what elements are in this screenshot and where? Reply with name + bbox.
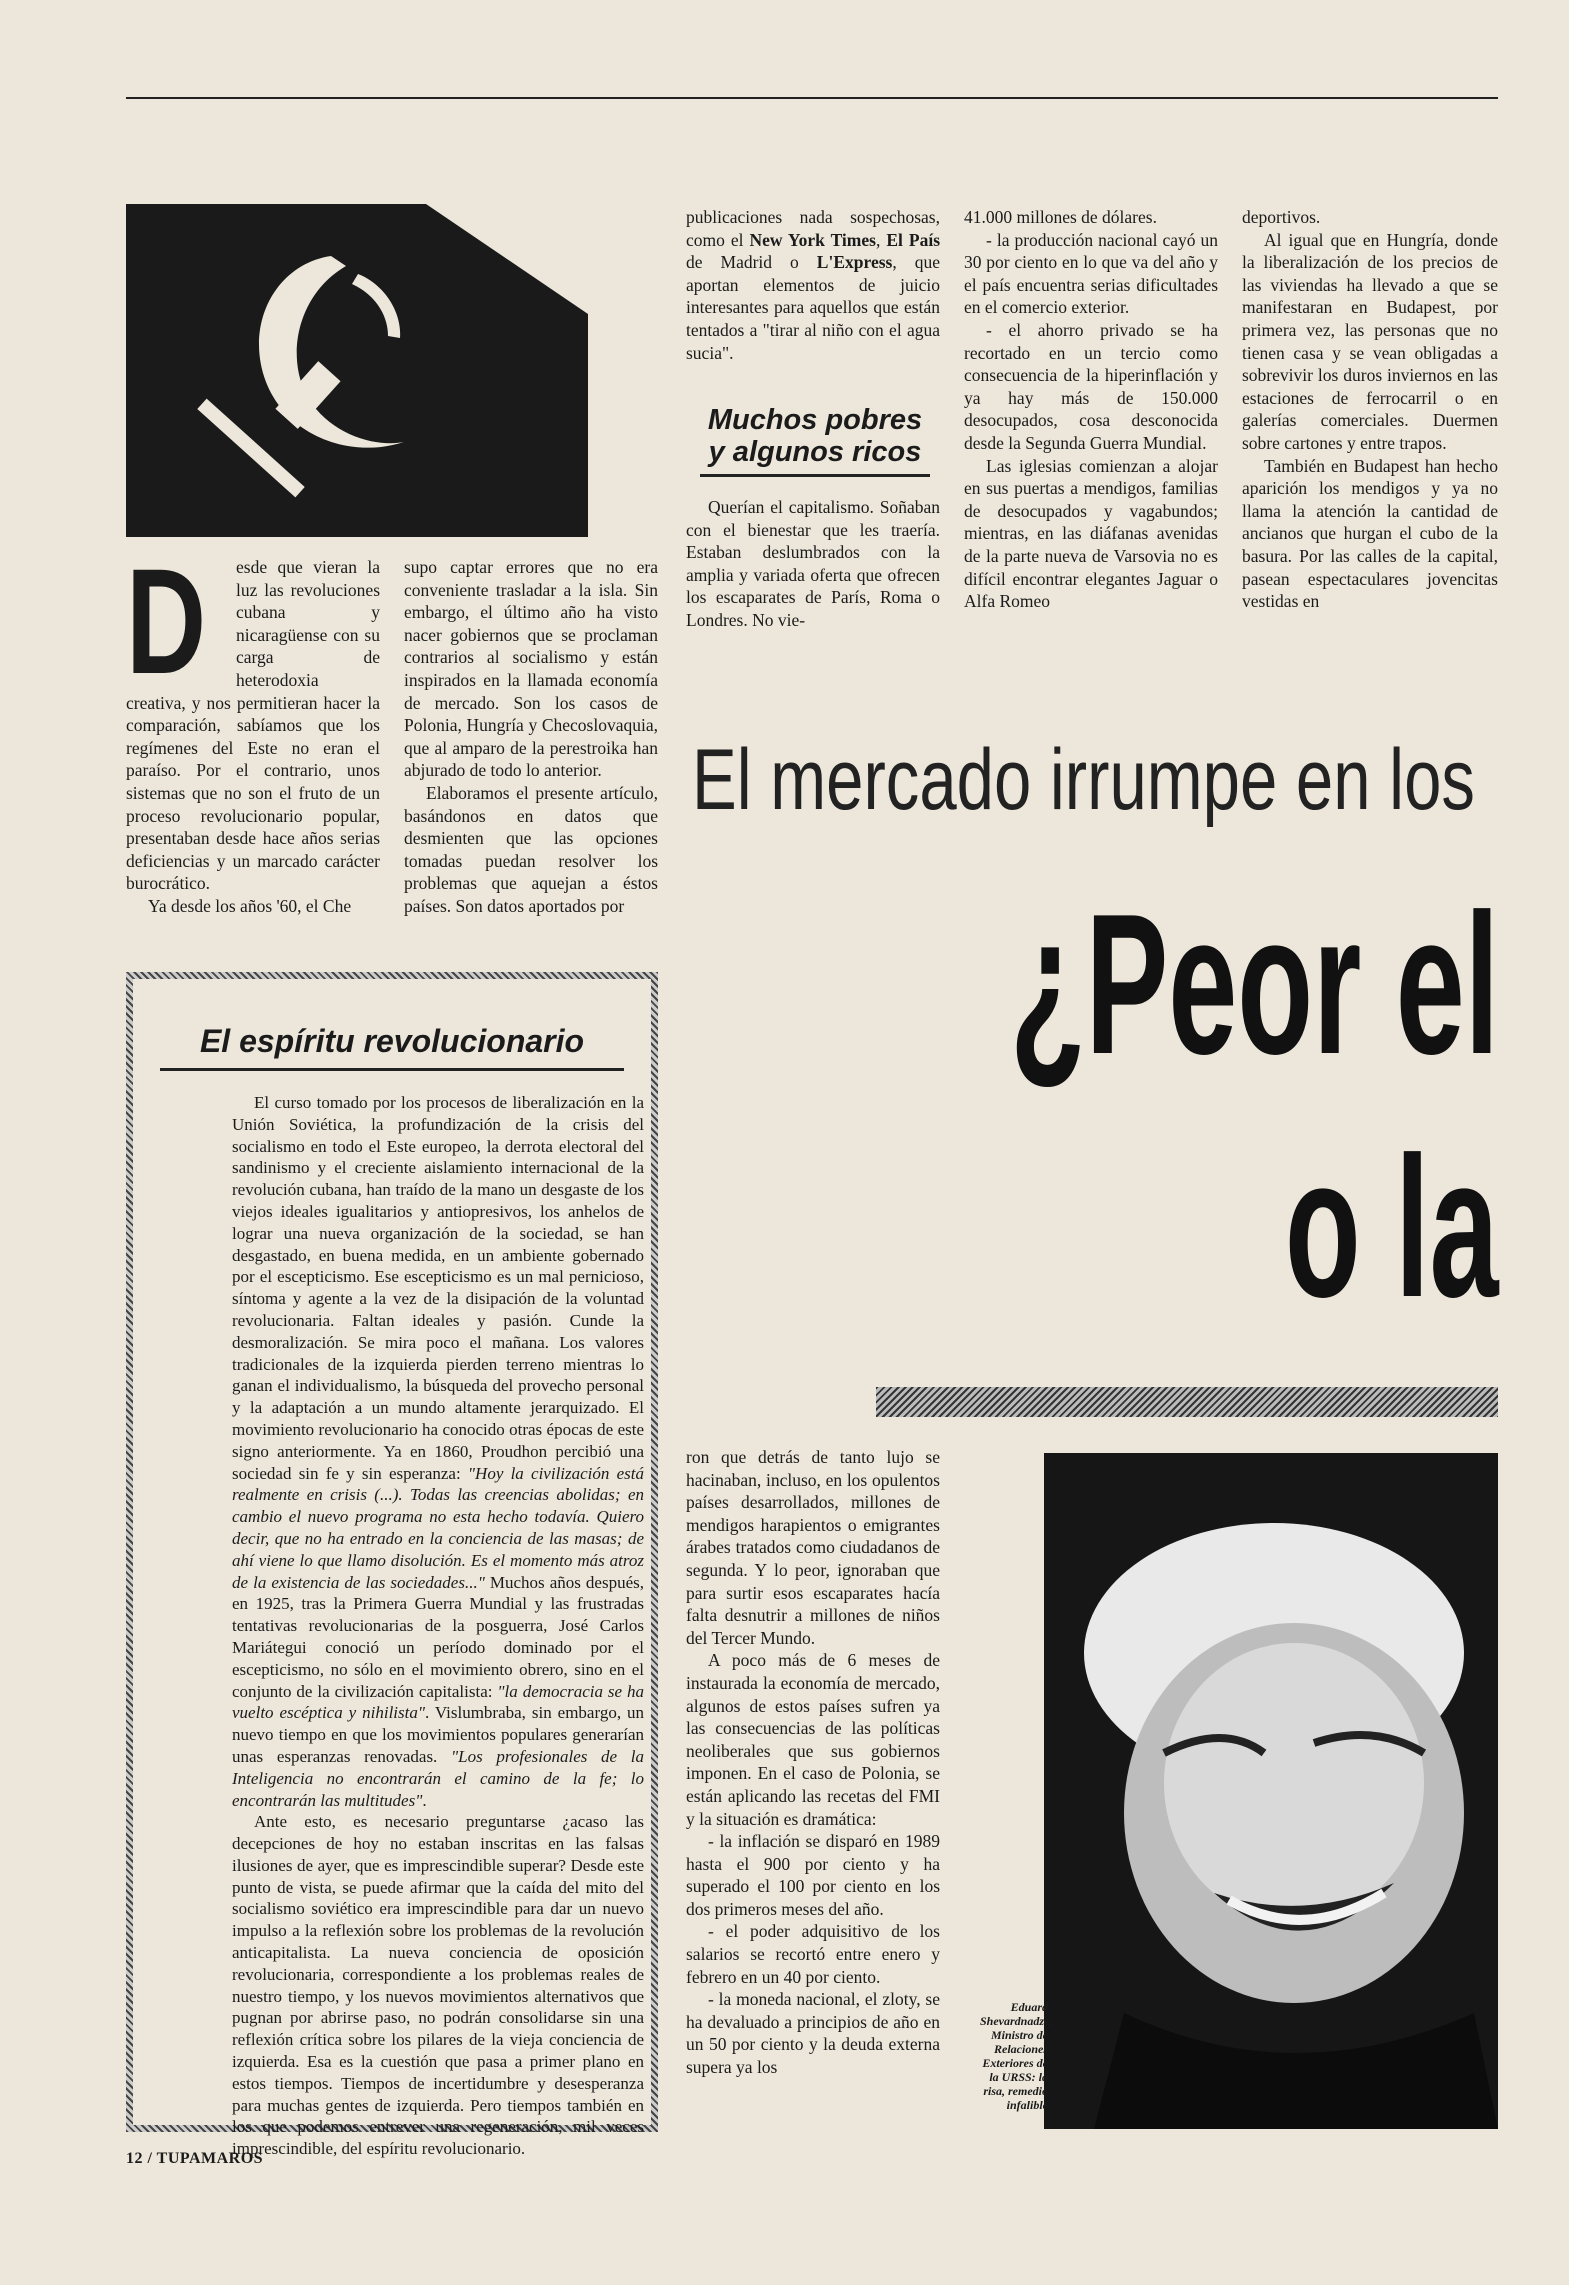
box-title: El espíritu revolucionario: [199, 1023, 585, 1059]
col3-text-g: , que aportan elementos de juicio interesantes para aquellos que están tentados a "tirar al niño con el agua sucia".: [686, 252, 940, 363]
col3b-paragraph-5: - la moneda nacional, el zloty, se ha devaluado a principios de año en un 50 por ciento y la deuda externa supera ya los: [686, 1989, 940, 2078]
proudhon-quote: "Hoy la civilización está realmente en crisis (...). Todas las creencias abolidas; en cambio el nuevo programa no esta hecho todavía. Quiero decir, que no ha entrado en la conciencia de las masas; de ahí viene lo que llamo disolución. Es el momento más atroz de la existencia de las sociedades...": [232, 1463, 644, 1592]
headline-line-1: El mercado irrumpe en los: [692, 732, 1475, 828]
col4-paragraph-1: 41.000 millones de dólares.: [964, 207, 1157, 227]
publication-elpais: El País: [886, 229, 940, 250]
subhead-line-1: Muchos pobres: [707, 404, 923, 436]
intro-paragraph-2: Ya desde los años '60, el Che: [148, 895, 352, 916]
drop-cap: D: [126, 537, 207, 705]
col3-paragraph-1: [686, 206, 940, 364]
photo-shevardnadze: [1044, 1453, 1498, 2129]
col4-paragraph-4: Las iglesias comienzan a alojar en sus puertas a mendigos, familias de desocupados y vagabundos; mientras, en las diáfanas avenidas de la parte nueva de Varsovia no es difícil encontrar elegantes Jaguar o Alfa Romeo: [964, 455, 1218, 612]
box-paragraph-1: [232, 1092, 644, 1811]
box-paragraph-2: Ante esto, es necesario preguntarse ¿acaso las decepciones de hoy no estaban inscritas en las falsas ilusiones de ayer, que es imprescindible superar? Desde este punto de vista, se puede afirmar que la caída del mito del socialismo soviético era imprescindible para dar un nuevo impulso a la reflexión sobre los problemas de la revolución anticapitalista. La nueva conciencia de oposición revolucionaria, correspondiente a los problemas reales de nuestro tiempo, y los nuevos movimientos alternativos que pugnan por abrirse paso, no podrán consolidarse sin una reflexión crítica sobre los pilares de la vieja conciencia de izquierda. Esa es la cuestión que pasa a primer plano en estos tiempos. Tiempos de incertidumbre y desesperanza para muchas gentes de izquierda. Pero tiempos también en los que podemos entrever una regeneración, mil veces imprescindible, del espíritu revolucionario.: [232, 1812, 644, 2159]
box-text-d: .: [422, 1790, 427, 1810]
subhead-line-2: y algunos ricos: [708, 436, 922, 468]
top-rule: [126, 97, 1498, 99]
subhead-muchos-pobres: [700, 404, 930, 468]
intro-paragraph-3: supo captar errores que no era conveniente trasladar a la isla. Sin embargo, el último año ha visto nacer gobiernos que se proclaman contrarios al socialismo y están inspirados en la llamada economía de mercado. Son los casos de Polonia, Hungría y Checoslovaquia, que al amparo de la perestroika han abjurado de todo lo anterior.: [404, 557, 658, 781]
publication-lexpress: L'Express: [816, 252, 893, 273]
hammer-sickle-logo: [126, 204, 588, 537]
column-3-top-b: [686, 496, 940, 632]
headline-big-1: ¿Peor el: [1009, 873, 1499, 1096]
page-footer: 12 / TUPAMAROS: [126, 2150, 264, 2167]
photo-caption: Eduard Shevardnadze, Ministro de Relaciones Exteriores de la URSS: la risa, remedio infalible: [980, 2000, 1053, 2112]
column-3-top: [686, 206, 940, 364]
headline-big-2: o la: [1285, 1116, 1499, 1339]
col3-paragraph-2: Querían el capitalismo. Soñaban con el bienestar que les traería. Estaban deslumbrados con la amplia y variada oferta que ofrecen los escaparates de París, Roma o Londres. No vie-: [686, 497, 940, 630]
col3-text-c: ,: [875, 229, 887, 250]
intro-paragraph-1: esde que vieran la luz las revoluciones cubana y nicaragüense con su carga de heterodoxia creativa, y nos permitieran hacer la comparación, sabíamos que los regímenes del Este no eran el paraíso. Por el contrario, unos sistemas que no son el fruto de un proceso revolucionario popular, presentaban desde hace años serias deficiencias y un marcado carácter burocrático.: [126, 557, 380, 894]
intro-column-2: [404, 556, 658, 918]
col5-paragraph-1: deportivos.: [1242, 207, 1321, 227]
col4-paragraph-3: - el ahorro privado se ha recortado en un tercio como consecuencia de la hiperinflación y ya hay más de 150.000 desocupados, cosa desconocida desde la Segunda Guerra Mundial.: [964, 319, 1218, 453]
col3b-paragraph-3: - la inflación se disparó en 1989 hasta el 900 por ciento y ha superado el 100 por ciento en los dos primeros meses del año.: [686, 1831, 940, 1919]
col3-text-e: de Madrid o: [686, 252, 817, 273]
col3b-paragraph-1: ron que detrás de tanto lujo se hacinaban, incluso, en los opulentos países desarrollados, millones de mendigos harapientos o emigrantes árabes tratados como ciudadanos de segunda. Y lo peor, ignoraban que para surtir esos escaparates hacía falta desnutrir a millones de niños del Tercer Mundo.: [686, 1447, 940, 1648]
box-text-b: Muchos años después, en 1925, tras la Primera Guerra Mundial y las frustradas tentativas revolucionarias de la posguerra, José Carlos Mariátegui conoció un período dominado por el escepticismo, no sólo en el movimiento obrero, sino en el conjunto de la civilización capitalista:: [232, 1572, 644, 1701]
column-4-top: [964, 206, 1218, 613]
publication-nyt: New York Times: [749, 229, 876, 250]
column-3-bottom: [686, 1446, 940, 2079]
col3-text-a: publicaciones nada sospechosas, como el: [686, 207, 940, 250]
box-text-a: El curso tomado por los procesos de liberalización en la Unión Soviética, la profundización de la crisis del socialismo en todo el Este europeo, la derrota electoral del sandinismo y el creciente aislamiento internacional de la revolución cubana, han traído de la mano un desgaste de los viejos ideales igualitarios y antiopresivos, los anhelos de lograr una nueva organización de la sociedad, se han desgastado, en buena medida, en un ambiente gobernado por el escepticismo. Ese escepticismo es un mal pernicioso, síntoma y agente a la vez de la disipación de la voluntad revolucionaria. Faltan ideales y pasión. Cunde la desmoralización. Se mira poco el mañana. Los valores tradicionales de la izquierda pierden terreno mientras lo ganan el individualismo, la búsqueda del provecho personal y la adaptación a un mundo altamente jerarquizado. El movimiento revolucionario ha conocido otras épocas de este signo anteriormente. Ya en 1860, Proudhon percibió una sociedad sin fe y sin esperanza:: [232, 1093, 644, 1483]
box-title-underline: [160, 1068, 624, 1071]
box-text: [232, 1092, 644, 2160]
col5-paragraph-3: También en Budapest han hecho aparición los mendigos y ya no llama la atención la cantidad de ancianos que hurgan el cubo de la basura. Por las calles de la capital, pasean espectaculares jovencitas vestidas en: [1242, 455, 1498, 612]
intro-paragraph-4: Elaboramos el presente artículo, basándonos en datos que desmienten que las opciones tomadas puedan resolver los problemas que aquejan a éstos países. Son datos aportados por: [404, 782, 658, 916]
col3b-paragraph-4: - el poder adquisitivo de los salarios se recortó entre enero y febrero en un 40 por ciento.: [686, 1921, 940, 1987]
col3b-paragraph-2: A poco más de 6 meses de instaurada la economía de mercado, algunos de estos países sufren ya las consecuencias de las políticas neoliberales que sus gobiernos imponen. En el caso de Polonia, se están aplicando las recetas del FMI y la situación es dramática:: [686, 1650, 940, 1829]
subhead-underline: [700, 474, 930, 477]
box-text-c: . Vislumbraba, sin embargo, un nuevo tiempo en que los movimientos populares generarían unas esperanzas renovadas.: [232, 1703, 644, 1766]
mariategui-quote-2: "Los profesionales de la Inteligencia no encontrarán el camino de la fe; lo encontrarán las multitudes": [232, 1746, 644, 1810]
col5-paragraph-2: Al igual que en Hungría, donde la liberalización de los precios de las viviendas ha llevado a que se manifestaran en Budapest, por primera vez, las personas que no tienen casa y se vean obligadas a sobrevivir los duros inviernos en las estaciones de ferrocarril o en galerías comerciales. Duermen sobre cartones y entre trapos.: [1242, 229, 1498, 453]
hatched-bar: [876, 1387, 1498, 1417]
col4-paragraph-2: - la producción nacional cayó un 30 por ciento en lo que va del año y el país encuentra serias dificultades en el comercio exterior.: [964, 229, 1218, 318]
mariategui-quote-1: "la democracia se ha vuelto escéptica y nihilista": [232, 1681, 644, 1723]
column-5-top: [1242, 206, 1498, 613]
intro-column-1: [126, 537, 380, 918]
portrait-illustration: [1044, 1453, 1498, 2129]
